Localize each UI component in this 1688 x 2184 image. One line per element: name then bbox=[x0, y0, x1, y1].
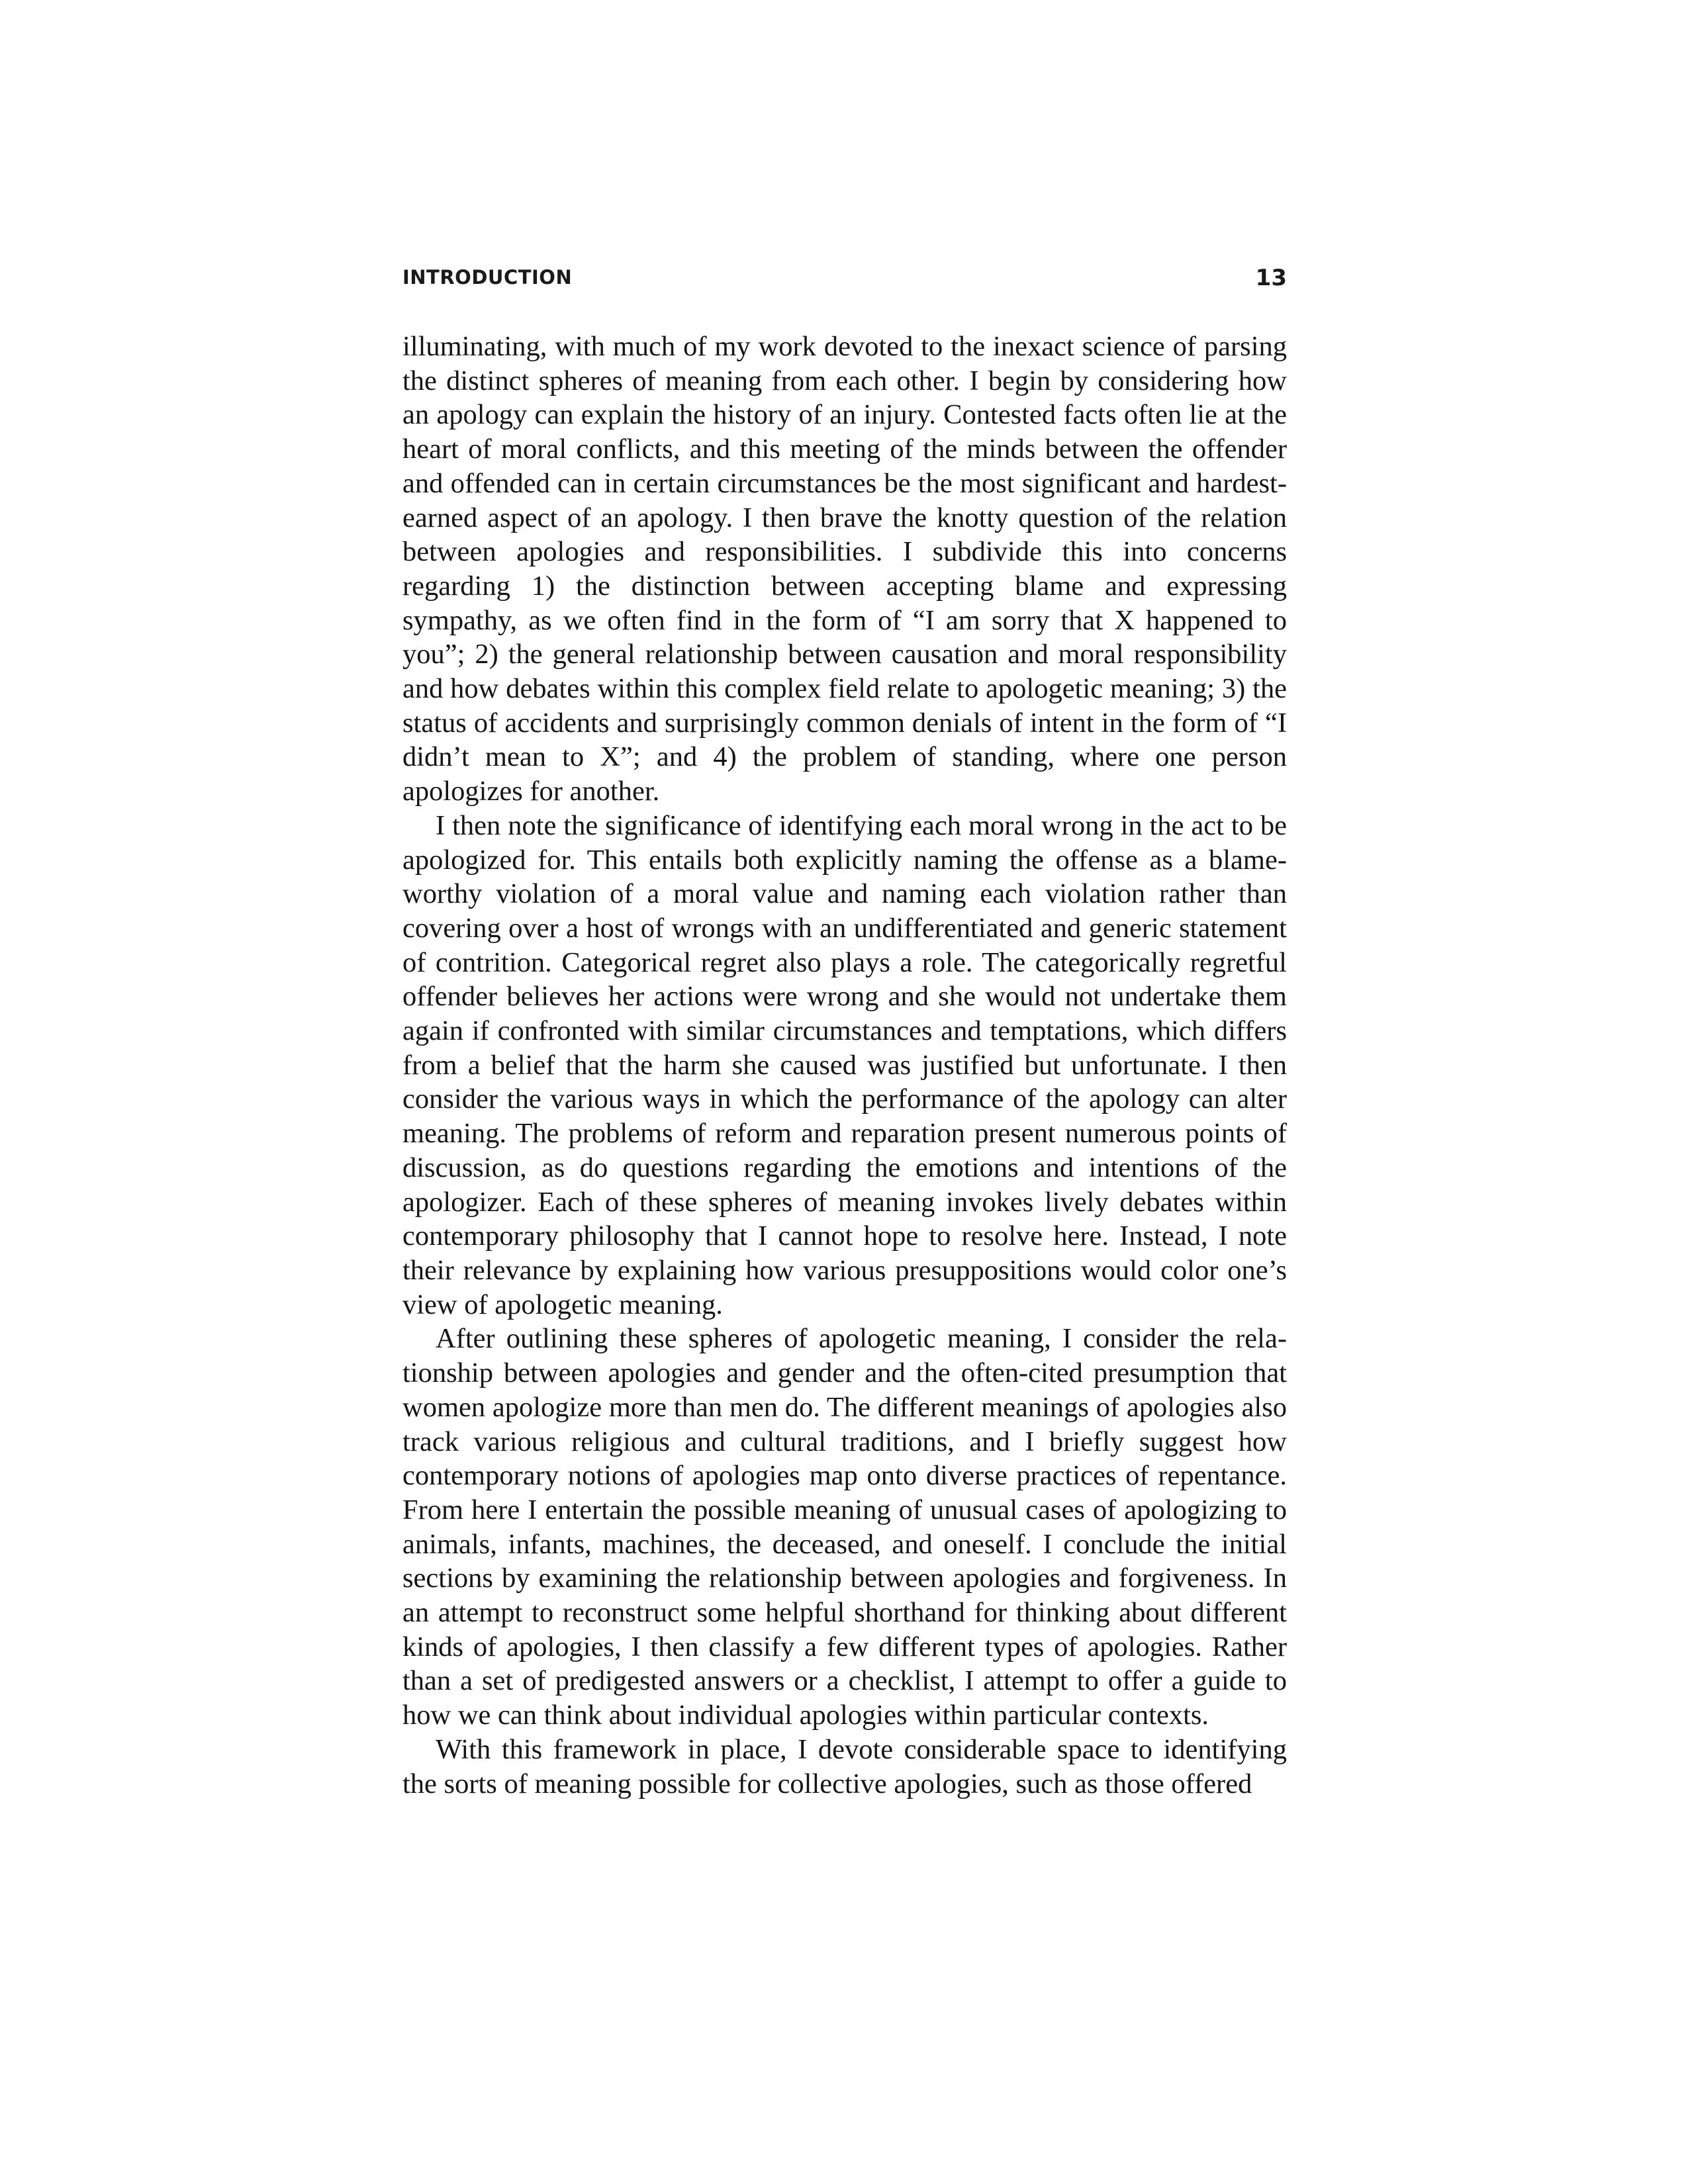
running-head bbox=[402, 266, 1287, 299]
paragraph-continued: illuminating, with much of my work devoted to the inexact science of parsing the distinct spheres of meaning from each other. I begin by considering how an apology can explain the history of an injury. Contested facts often lie at the heart of moral conflicts, and this meeting of the minds between the offender and offended can in certain circumstances be the most significant and hardest-earned aspect of an apology. I then brave the knotty question of the relation between apologies and responsibilities. I subdivide this into concerns regarding 1) the distinction between accepting blame and expressing sympathy, as we often find in the form of “I am sorry that X happened to you”; 2) the general relationship between causation and moral responsibility and how debates within this complex field relate to apologetic meaning; 3) the status of accidents and surprisingly common denials of intent in the form of “I didn’t mean to X”; and 4) the problem of standing, where one person apologizes for another. bbox=[402, 331, 1287, 807]
paragraph: With this framework in place, I devote considerable space to identifying the sorts of meaning possible for collective apologies, such as those offered bbox=[402, 1733, 1287, 1799]
paragraph: I then note the significance of identifying each moral wrong in the act to be apologized for. This entails both explicitly naming the offense as a blameworthy violation of a moral value and naming each violation rather than covering over a host of wrongs with an undifferentiated and generic statement of contrition. Categorical regret also plays a role. The categorically regretful offender believes her actions were wrong and she would not undertake them again if confronted with similar circumstances and temptations, which differs from a belief that the harm she caused was justified but unfortunate. I then consider the various ways in which the performance of the apology can alter meaning. The problems of reform and reparation present numerous points of discussion, as do questions regarding the emotions and intentions of the apologizer. Each of these spheres of meaning invokes lively debates within contemporary philosophy that I cannot hope to resolve here. Instead, I note their relevance by explaining how various presuppositions would color one’s view of apologetic meaning. bbox=[402, 809, 1287, 1320]
paragraph: After outlining these spheres of apologetic meaning, I consider the relationship between apologies and gender and the often-cited presumption that women apologize more than men do. The different meanings of apologies also track various religious and cultural traditions, and I briefly suggest how contemporary notions of apologies map onto diverse practices of repentance. From here I entertain the possible meaning of unusual cases of apologizing to animals, infants, machines, the deceased, and oneself. I conclude the initial sections by examining the relationship between apologies and forgiveness. In an attempt to reconstruct some helpful shorthand for thinking about different kinds of apologies, I then classify a few different types of apologies. Rather than a set of predigested answers or a checklist, I attempt to offer a guide to how we can think about individual apologies within particular contexts. bbox=[402, 1323, 1287, 1731]
body-text bbox=[402, 330, 1287, 1801]
page-number: 13 bbox=[1255, 265, 1287, 291]
running-head-section-title: INTRODUCTION bbox=[402, 266, 573, 289]
